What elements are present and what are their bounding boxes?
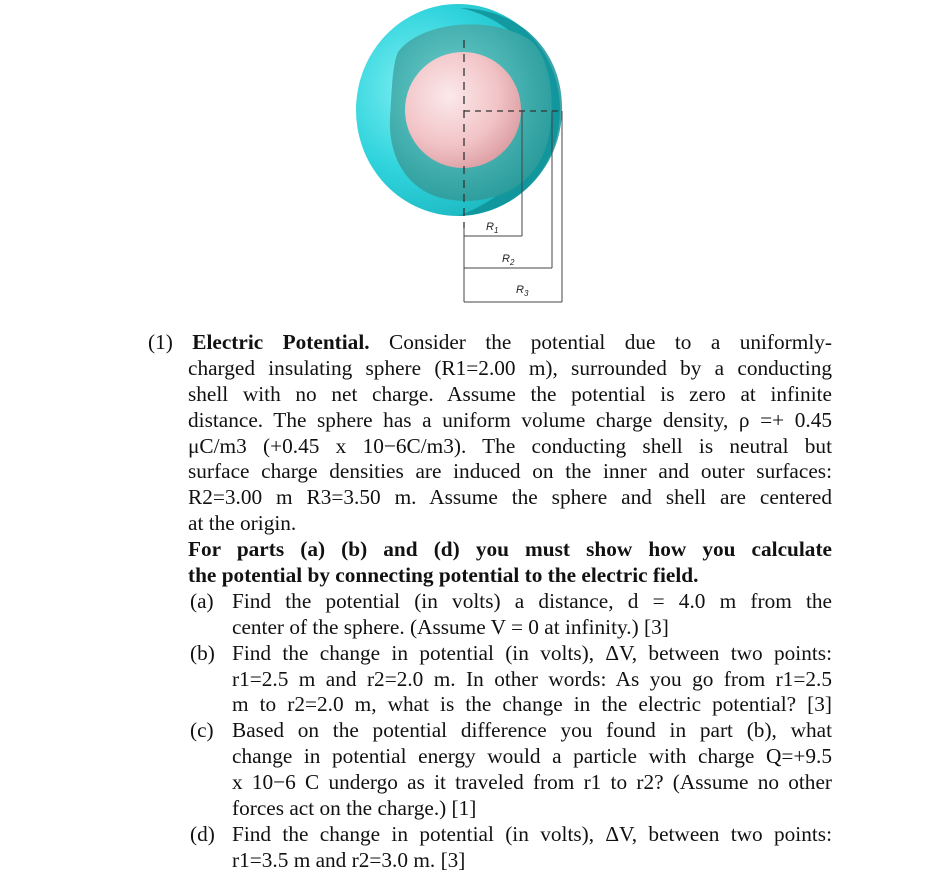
r3-label: $R_3$ (516, 284, 529, 298)
part-c-line-3: x 10−6 C undergo as it traveled from r1 to r2? (Assume no other (232, 770, 832, 795)
r2-label: $R_2$ (502, 253, 515, 267)
bold-note-line-1: For parts (a) (b) and (d) you must show how you calculate (188, 537, 832, 562)
part-d-line-2: r1=3.5 m and r2=3.0 m. [3] (232, 847, 466, 872)
part-b-line-1 (148, 641, 832, 667)
part-d-text-1: Find the change in potential (in volts), ΔV, between two points: (232, 821, 832, 846)
part-c-line-1 (148, 718, 832, 744)
part-a-text-1: Find the potential (in volts) a distance, d = 4.0 m from the (232, 588, 832, 613)
problem-line-4: distance. The sphere has a uniform volume charge density, ρ =+ 0.45 (188, 407, 832, 432)
sphere-shell-figure (340, 0, 590, 312)
part-c-line-4: forces act on the charge.) [1] (232, 796, 477, 821)
bold-note-line-2: the potential by connecting potential to the electric field. (188, 563, 699, 588)
part-a-label: (a) (190, 588, 214, 613)
part-b-text-1: Find the change in potential (in volts), ΔV, between two points: (232, 640, 832, 665)
problem-text (148, 330, 832, 874)
part-d-line-1 (148, 822, 832, 848)
problem-line-3: shell with no net charge. Assume the potential is zero at infinite (188, 381, 832, 406)
r1-label: $R_1$ (486, 221, 499, 235)
problem-heading: Electric Potential. (192, 330, 370, 354)
problem-line-5: μC/m3 (+0.45 x 10−6C/m3). The conducting shell is neutral but (188, 433, 832, 458)
part-b-label: (b) (190, 640, 215, 665)
insulating-sphere (405, 52, 521, 168)
problem-line-8: at the origin. (188, 511, 297, 536)
problem-line-2: charged insulating sphere (R1=2.00 m), surrounded by a conducting (188, 355, 832, 380)
part-a-line-2: center of the sphere. (Assume V = 0 at infinity.) [3] (232, 614, 669, 639)
part-c-text-1: Based on the potential difference you found in part (b), what (232, 718, 832, 743)
part-a-line-1 (148, 589, 832, 615)
part-d-label: (d) (190, 821, 215, 846)
part-b-line-2: r1=2.5 m and r2=2.0 m. In other words: As you go from r1=2.5 (232, 666, 832, 691)
part-c-label: (c) (190, 718, 214, 743)
part-c-line-2: change in potential energy would a particle with charge Q=+9.5 (232, 744, 832, 769)
problem-line-1 (148, 330, 832, 356)
problem-line-7: R2=3.00 m R3=3.50 m. Assume the sphere and shell are centered (188, 485, 832, 510)
problem-number: (1) (148, 330, 173, 354)
problem-intro: Consider the potential due to a uniformly- (389, 330, 832, 354)
sphere-diagram (340, 0, 590, 312)
part-b-line-3: m to r2=2.0 m, what is the change in the electric potential? [3] (232, 692, 832, 717)
problem-line-6: surface charge densities are induced on the inner and outer surfaces: (188, 459, 832, 484)
